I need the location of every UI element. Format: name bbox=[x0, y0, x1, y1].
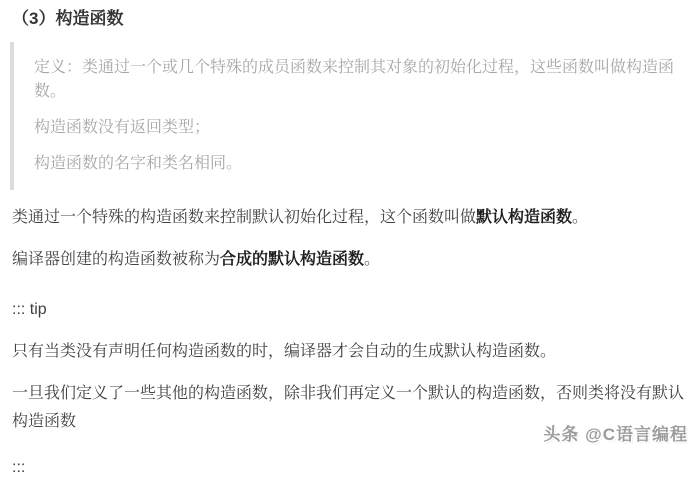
page-title: （3）构造函数 bbox=[12, 9, 124, 28]
paragraph-synthesized-constructor bbox=[12, 246, 688, 274]
paragraph-synthesized-constructor-period: 。 bbox=[364, 251, 381, 269]
default-constructor-bold-term: 默认构造函数 bbox=[476, 209, 573, 227]
paragraph-default-constructor bbox=[12, 204, 688, 232]
tip-close-marker: ::: bbox=[12, 459, 26, 477]
paragraph-synthesized-constructor-text: 编译器创建的构造函数被称为 bbox=[12, 251, 221, 269]
blockquote-paragraph-definition: 定义：类通过一个或几个特殊的成员函数来控制其对象的初始化过程，这些函数叫做构造函数。 bbox=[34, 59, 675, 101]
tip-paragraph-no-default: 一旦我们定义了一些其他的构造函数，除非我们再定义一个默认的构造函数，否则类将没有默认构造函数 bbox=[12, 385, 685, 431]
definition-blockquote bbox=[10, 42, 688, 190]
paragraph-default-constructor-period: 。 bbox=[572, 209, 589, 227]
tip-open-marker: ::: tip bbox=[12, 301, 47, 319]
toutiao-watermark: 头条 @C语言编程 bbox=[543, 425, 688, 444]
blockquote-paragraph-same-name: 构造函数的名字和类名相同。 bbox=[34, 155, 243, 173]
synthesized-constructor-bold-term: 合成的默认构造函数 bbox=[220, 251, 365, 269]
blockquote-paragraph-no-return-type: 构造函数没有返回类型； bbox=[34, 119, 211, 137]
paragraph-default-constructor-text: 类通过一个特殊的构造函数来控制默认初始化过程，这个函数叫做 bbox=[12, 209, 477, 227]
tip-paragraph-auto-generate: 只有当类没有声明任何构造函数的时，编译器才会自动的生成默认构造函数。 bbox=[12, 343, 557, 361]
